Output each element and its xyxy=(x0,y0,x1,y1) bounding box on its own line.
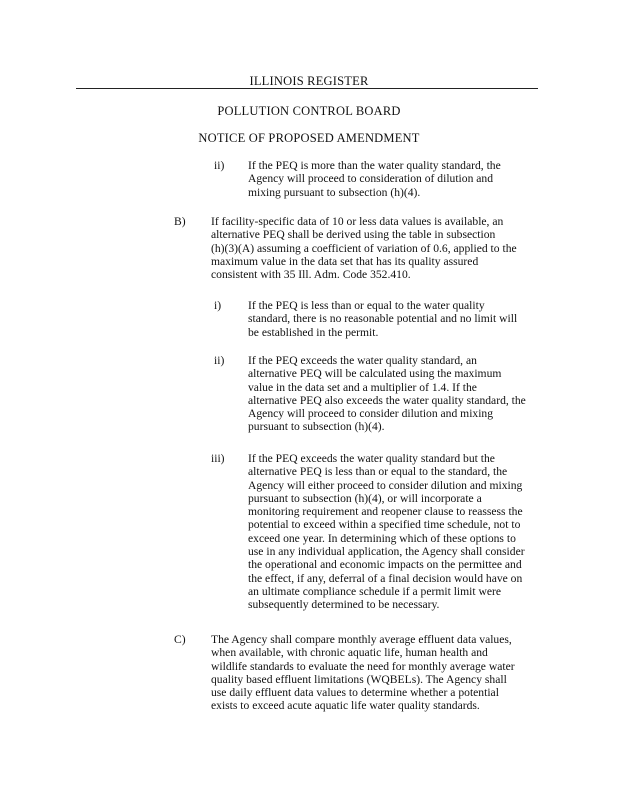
text-line: If the PEQ exceeds the water quality standard but the xyxy=(248,452,495,465)
text-line: Agency will proceed to consider dilution and mixing xyxy=(248,407,494,421)
text-line: subsequently determined to be necessary. xyxy=(248,598,440,612)
text-line: The Agency shall compare monthly average effluent data values, xyxy=(211,633,512,646)
item-b-iii-text xyxy=(248,452,525,612)
notice-title: NOTICE OF PROPOSED AMENDMENT xyxy=(198,131,420,145)
text-line: the operational and economic impacts on the permittee and xyxy=(248,558,522,572)
text-line: the effect, if any, deferral of a final decision would have on xyxy=(248,571,523,585)
text-line: wildlife standards to evaluate the need for monthly average water xyxy=(211,659,515,673)
text-line: exists to exceed acute aquatic life water quality standards. xyxy=(211,699,480,713)
item-marker-b-iii: iii) xyxy=(211,452,225,465)
text-line: alternative PEQ is less than or equal to the standard, the xyxy=(248,465,508,479)
text-line: If facility-specific data of 10 or less data values is available, an xyxy=(211,215,504,228)
item-marker-a-ii: ii) xyxy=(214,159,225,172)
text-line: consistent with 35 Ill. Adm. Code 352.410. xyxy=(211,268,411,282)
text-line: Agency will either proceed to consider dilution and mixing xyxy=(248,478,523,492)
text-line: an ultimate compliance schedule if a permit limit were xyxy=(248,584,502,598)
text-line: pursuant to subsection (h)(4). xyxy=(248,420,385,434)
text-line: alternative PEQ shall be derived using the table in subsection xyxy=(211,228,496,242)
text-line: mixing pursuant to subsection (h)(4). xyxy=(248,185,421,199)
board-title: POLLUTION CONTROL BOARD xyxy=(217,104,401,118)
text-line: use in any individual application, the Agency shall consider xyxy=(248,545,525,559)
text-line: when available, with chronic aquatic life, human health and xyxy=(211,646,488,660)
text-line: alternative PEQ will be calculated using the maximum xyxy=(248,367,502,381)
text-line: quality based effluent limitations (WQBELs). The Agency shall xyxy=(211,672,507,686)
item-a-ii-text xyxy=(248,159,501,199)
header-rule xyxy=(76,88,538,89)
item-b-ii-text xyxy=(248,354,526,434)
text-line: If the PEQ is more than the water quality standard, the xyxy=(248,159,501,172)
text-line: If the PEQ exceeds the water quality standard, an xyxy=(248,354,477,367)
item-marker-c: C) xyxy=(174,633,186,646)
item-marker-b-ii: ii) xyxy=(214,354,225,367)
text-line: alternative PEQ also exceeds the water quality standard, the xyxy=(248,393,526,407)
text-line: be established in the permit. xyxy=(248,325,379,339)
text-line: Agency will proceed to consideration of dilution and xyxy=(248,172,494,186)
item-c-text xyxy=(211,633,515,713)
text-line: If the PEQ is less than or equal to the water quality xyxy=(248,299,485,312)
item-marker-b: B) xyxy=(174,215,186,228)
register-header: ILLINOIS REGISTER xyxy=(249,74,369,88)
item-marker-b-i: i) xyxy=(214,299,222,312)
text-line: value in the data set and a multiplier of 1.4. If the xyxy=(248,380,477,394)
text-line: pursuant to subsection (h)(4), or will incorporate a xyxy=(248,491,482,505)
text-line: use daily effluent data values to determine whether a potential xyxy=(211,686,499,700)
item-b-text xyxy=(211,215,517,281)
text-line: standard, there is no reasonable potential and no limit will xyxy=(248,312,518,326)
text-line: potential to exceed within a specified time schedule, not to xyxy=(248,518,521,532)
text-line: (h)(3)(A) assuming a coefficient of variation of 0.6, applied to the xyxy=(211,241,517,255)
text-line: maximum value in the data set that has its quality assured xyxy=(211,254,479,268)
text-line: monitoring requirement and reopener clause to reassess the xyxy=(248,505,523,519)
item-b-i-text xyxy=(248,299,517,339)
text-line: exceed one year. In determining which of these options to xyxy=(248,531,516,545)
